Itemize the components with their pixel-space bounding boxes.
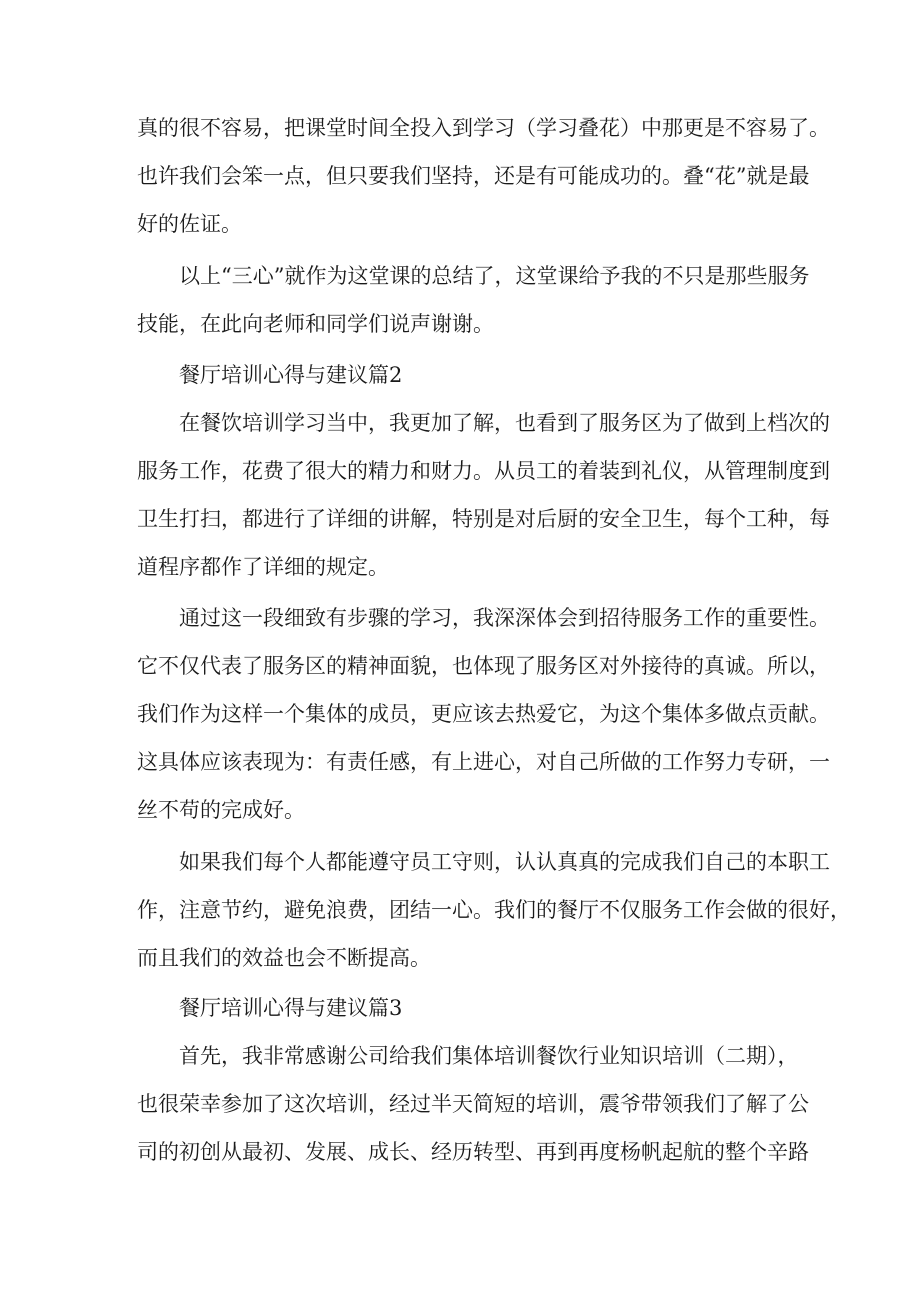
text-line: 也很荣幸参加了这次培训，经过半天简短的培训，震爷带领我们了解了公 — [137, 1092, 809, 1116]
text-line: 司的初创从最初、发展、成长、经历转型、再到再度杨帆起航的整个辛路 — [137, 1140, 809, 1164]
text-line: 也许我们会笨一点，但只要我们坚持，还是有可能成功的。叠“花”就是最 — [137, 164, 810, 188]
text-line: 以上“三心”就作为这堂课的总结了，这堂课给予我的不只是那些服务 — [179, 264, 810, 288]
text-line: 如果我们每个人都能遵守员工守则，认认真真的完成我们自己的本职工 — [179, 850, 830, 874]
text-line: 真的很不容易，把课堂时间全投入到学习（学习叠花）中那更是不容易了。 — [137, 116, 830, 140]
text-line: 通过这一段细致有步骤的学习，我深深体会到招待服务工作的重要性。 — [179, 606, 830, 630]
text-line: 首先，我非常感谢公司给我们集体培训餐饮行业知识培训（二期）， — [179, 1044, 799, 1068]
section-heading: 餐厅培训心得与建议篇2 — [179, 363, 403, 387]
text-line: 在餐饮培训学习当中，我更加了解，也看到了服务区为了做到上档次的 — [179, 411, 830, 435]
text-line: 它不仅代表了服务区的精神面貌，也体现了服务区对外接待的真诚。所以， — [137, 654, 830, 678]
text-line: 道程序都作了详细的规定。 — [137, 555, 389, 579]
text-line: 好的佐证。 — [137, 212, 242, 236]
text-line: 丝不苟的完成好。 — [137, 798, 305, 822]
text-line: 作，注意节约，避免浪费，团结一心。我们的餐厅不仅服务工作会做的很好， — [137, 898, 851, 922]
text-line: 而且我们的效益也会不断提高。 — [137, 946, 431, 970]
section-heading: 餐厅培训心得与建议篇3 — [179, 996, 403, 1020]
text-line: 服务工作，花费了很大的精力和财力。从员工的着装到礼仪，从管理制度到 — [137, 459, 830, 483]
text-line: 这具体应该表现为：有责任感，有上进心，对自己所做的工作努力专研，一 — [137, 750, 830, 774]
text-line: 我们作为这样一个集体的成员，更应该去热爱它，为这个集体多做点贡献。 — [137, 702, 830, 726]
text-line: 卫生打扫，都进行了详细的讲解，特别是对后厨的安全卫生，每个工种，每 — [137, 507, 830, 531]
text-line: 技能，在此向老师和同学们说声谢谢。 — [137, 312, 494, 336]
